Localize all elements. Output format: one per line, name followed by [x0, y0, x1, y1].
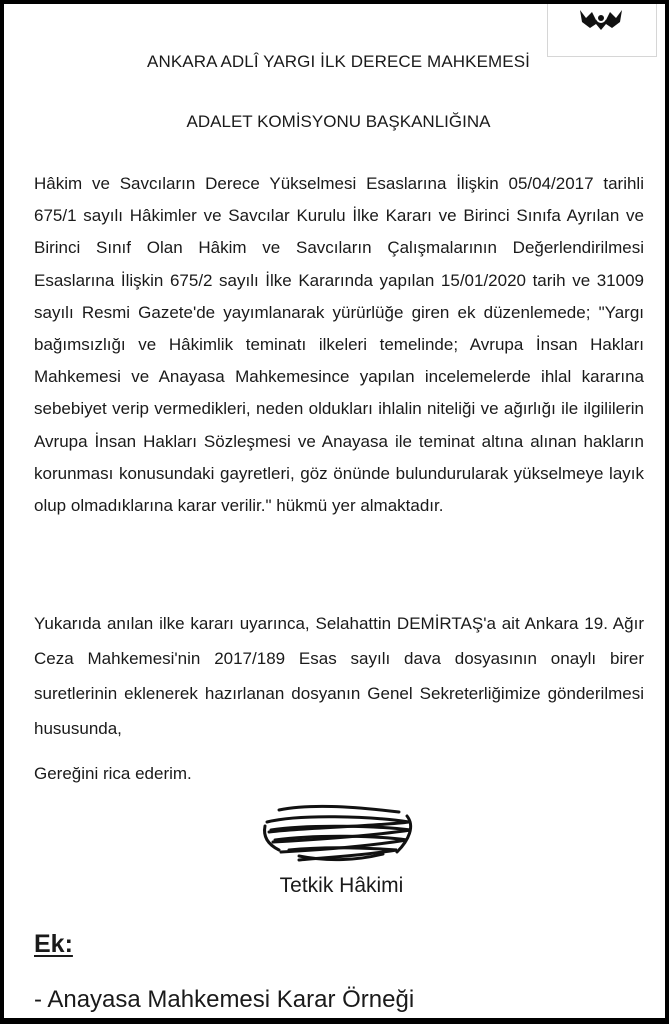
recipient-heading: ADALET KOMİSYONU BAŞKANLIĞINA: [186, 112, 491, 131]
redacted-signature-scribble: [259, 800, 419, 870]
body-paragraph-2: Yukarıda anılan ilke kararı uyarınca, Selahattin DEMİRTAŞ'a ait Ankara 19. Ağır Ceza Mahkemesi'nin 2017/189 Esas sayılı dava dosyasının onaylı birer suretlerinin eklenerek hazırlanan dosyanın Genel Sekreterliğimize gönderilmesi hususunda,: [34, 614, 644, 738]
court-heading: ANKARA ADLÎ YARGI İLK DERECE MAHKEMESİ: [147, 52, 530, 71]
seal-icon: [576, 4, 626, 34]
signer-title: Tetkik Hâkimi: [279, 874, 404, 897]
closing-line: Gereğini rica ederim.: [34, 764, 192, 783]
body-paragraph-1: Hâkim ve Savcıların Derece Yükselmesi Esaslarına İlişkin 05/04/2017 tarihli 675/1 sayılı Hâkimler ve Savcılar Kurulu İlke Kararı ve Birinci Sınıfa Ayrılan ve Birinci Sınıf Olan Hâkim ve Savcıların Çalışmalarının Değerlendirilmesi Esaslarına İlişkin 675/2 sayılı İlke Kararında yapılan 15/01/2020 tarih ve 31009 sayılı Resmi Gazete'de yayımlanarak yürürlüğe giren ek düzenlemede; "Yargı bağımsızlığı ve Hâkimlik teminatı ilkeleri temelinde; Avrupa İnsan Hakları Mahkemesi ve Anayasa Mahkemesince yapılan incelemelerde ihlal kararına sebebiyet verip vermedikleri, neden oldukları ihlalin niteliği ve ağırlığı ile ilgililerin Avrupa İnsan Hakları Sözleşmesi ve Anayasa ile teminat altına alınan hakların korunması konusundaki gayretleri, göz önünde bulundurularak yükselmeye layık olup olmadıklarına karar verilir." hükmü yer almaktadır.: [34, 174, 644, 516]
corner-badge: [547, 4, 657, 57]
attachment-item: - Anayasa Mahkemesi Karar Örneği: [34, 986, 415, 1013]
attachment-label: Ek:: [34, 930, 73, 958]
